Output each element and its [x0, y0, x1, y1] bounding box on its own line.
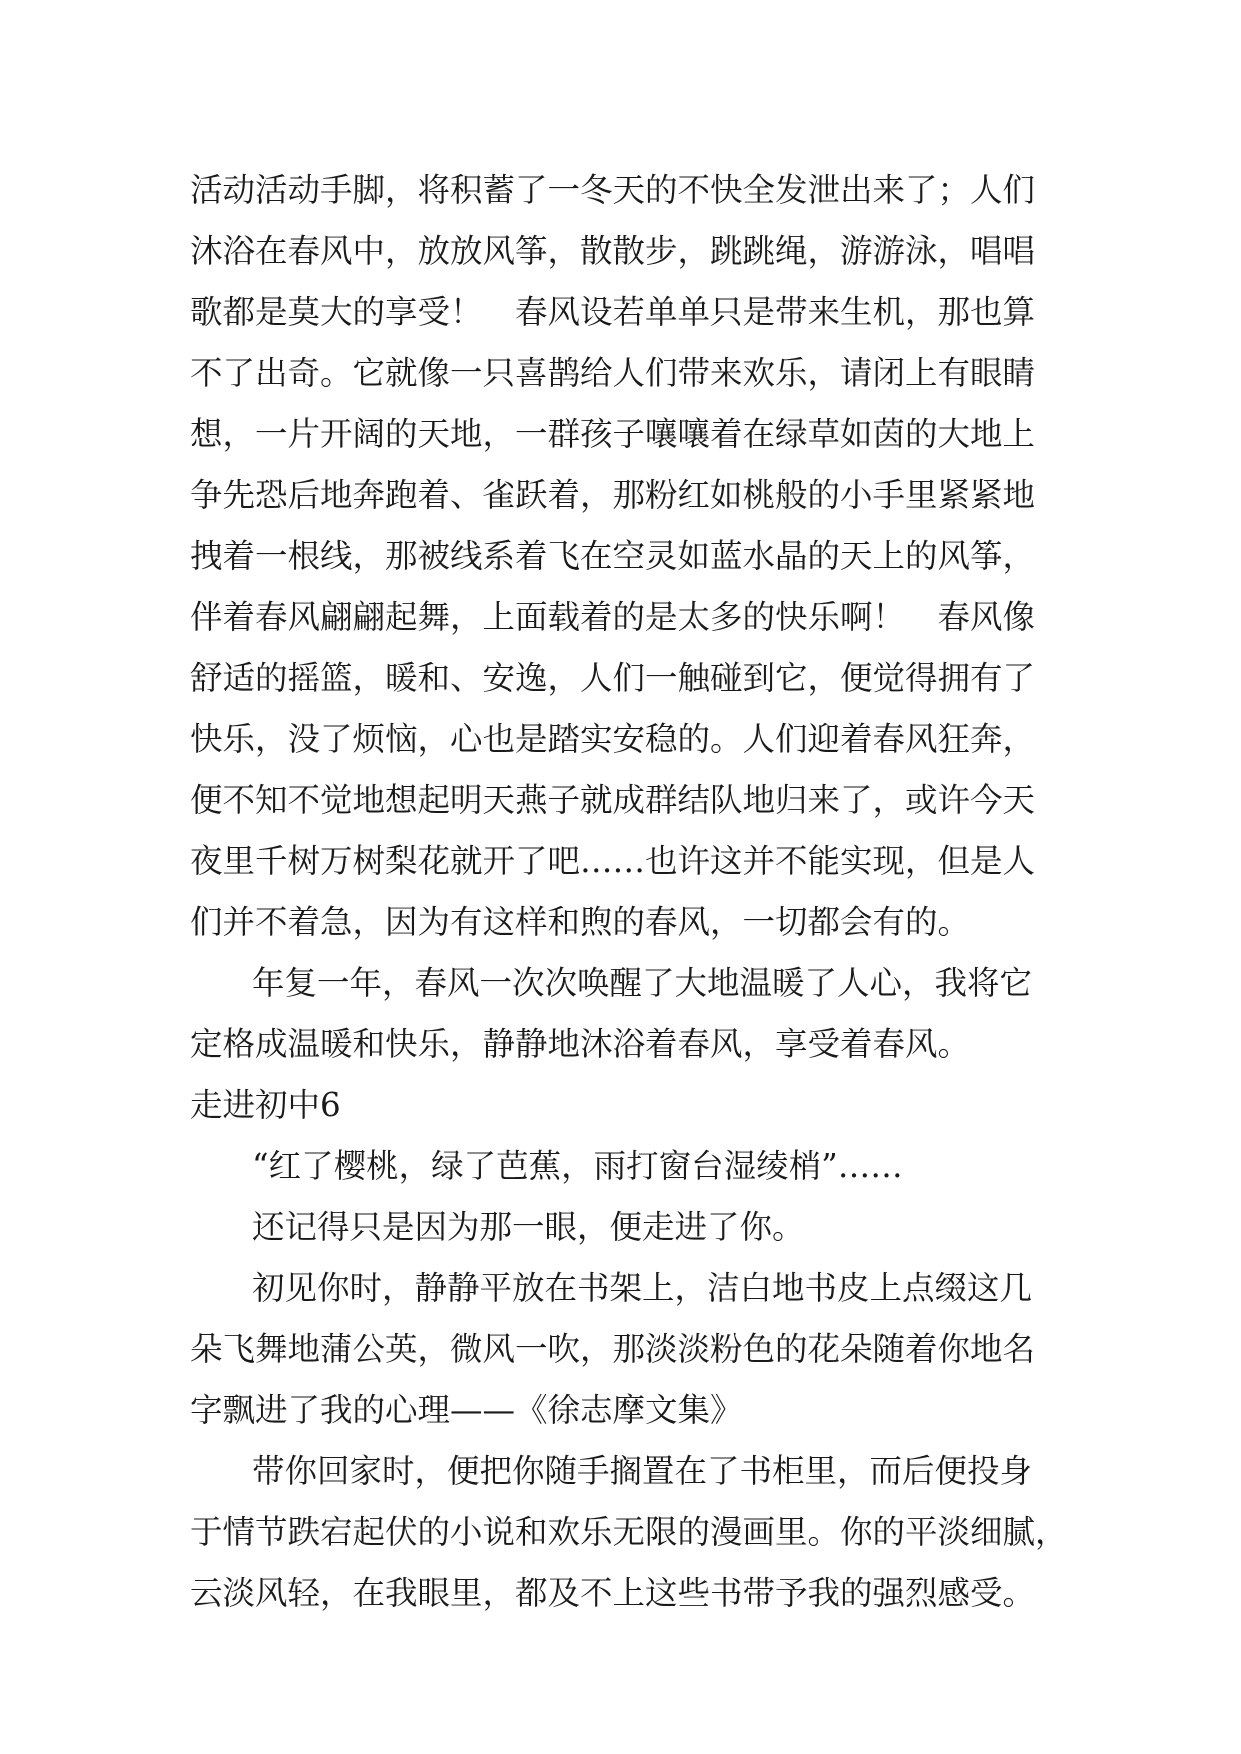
text-line: 定格成温暖和快乐，静静地沐浴着春风，享受着春风。 — [190, 1025, 971, 1063]
text-line: 夜里千树万树梨花就开了吧……也许这并不能实现，但是人 — [190, 842, 1036, 880]
quote-line: “红了樱桃，绿了芭蕉，雨打窗台湿绫梢”…… — [252, 1147, 903, 1185]
text-line: 不了出奇。它就像一只喜鹊给人们带来欢乐，请闭上有眼睛 — [190, 354, 1036, 392]
section-title: 走进初中6 — [190, 1086, 341, 1124]
paragraph-start: 还记得只是因为那一眼，便走进了你。 — [252, 1208, 805, 1246]
text-line: 云淡风轻，在我眼里，都及不上这些书带予我的强烈感受。 — [190, 1574, 1036, 1612]
text-line: 想，一片开阔的天地，一群孩子嚷嚷着在绿草如茵的大地上 — [190, 415, 1036, 453]
text-line: 便不知不觉地想起明天燕子就成群结队地归来了，或许今天 — [190, 781, 1036, 819]
body-text — [190, 160, 1070, 1624]
text-line: 活动活动手脚，将积蓄了一冬天的不快全发泄出来了；人们 — [190, 171, 1036, 209]
text-line: 争先恐后地奔跑着、雀跃着，那粉红如桃般的小手里紧紧地 — [190, 476, 1036, 514]
text-line: 伴着春风翩翩起舞，上面载着的是太多的快乐啊！ 春风像 — [190, 598, 1036, 636]
text-line: 快乐，没了烦恼，心也是踏实安稳的。人们迎着春风狂奔， — [190, 720, 1036, 758]
text-line: 拽着一根线，那被线系着飞在空灵如蓝水晶的天上的风筝， — [190, 537, 1036, 575]
paragraph-start: 初见你时，静静平放在书架上，洁白地书皮上点缀这几 — [252, 1269, 1033, 1307]
text-line: 于情节跌宕起伏的小说和欢乐无限的漫画里。你的平淡细腻， — [190, 1513, 1068, 1551]
text-line: 歌都是莫大的享受！ 春风设若单单只是带来生机，那也算 — [190, 293, 1036, 331]
paragraph-start: 带你回家时，便把你随手搁置在了书柜里，而后便投身 — [252, 1452, 1033, 1490]
text-line: 朵飞舞地蒲公英，微风一吹，那淡淡粉色的花朵随着你地名 — [190, 1330, 1036, 1368]
text-line: 字飘进了我的心理——《徐志摩文集》 — [190, 1391, 743, 1429]
text-line: 舒适的摇篮，暖和、安逸，人们一触碰到它，便觉得拥有了 — [190, 659, 1036, 697]
paragraph-start: 年复一年，春风一次次唤醒了大地温暖了人心，我将它 — [252, 964, 1033, 1002]
text-line: 沐浴在春风中，放放风筝，散散步，跳跳绳，游游泳，唱唱 — [190, 232, 1036, 270]
text-line: 们并不着急，因为有这样和煦的春风，一切都会有的。 — [190, 903, 971, 941]
